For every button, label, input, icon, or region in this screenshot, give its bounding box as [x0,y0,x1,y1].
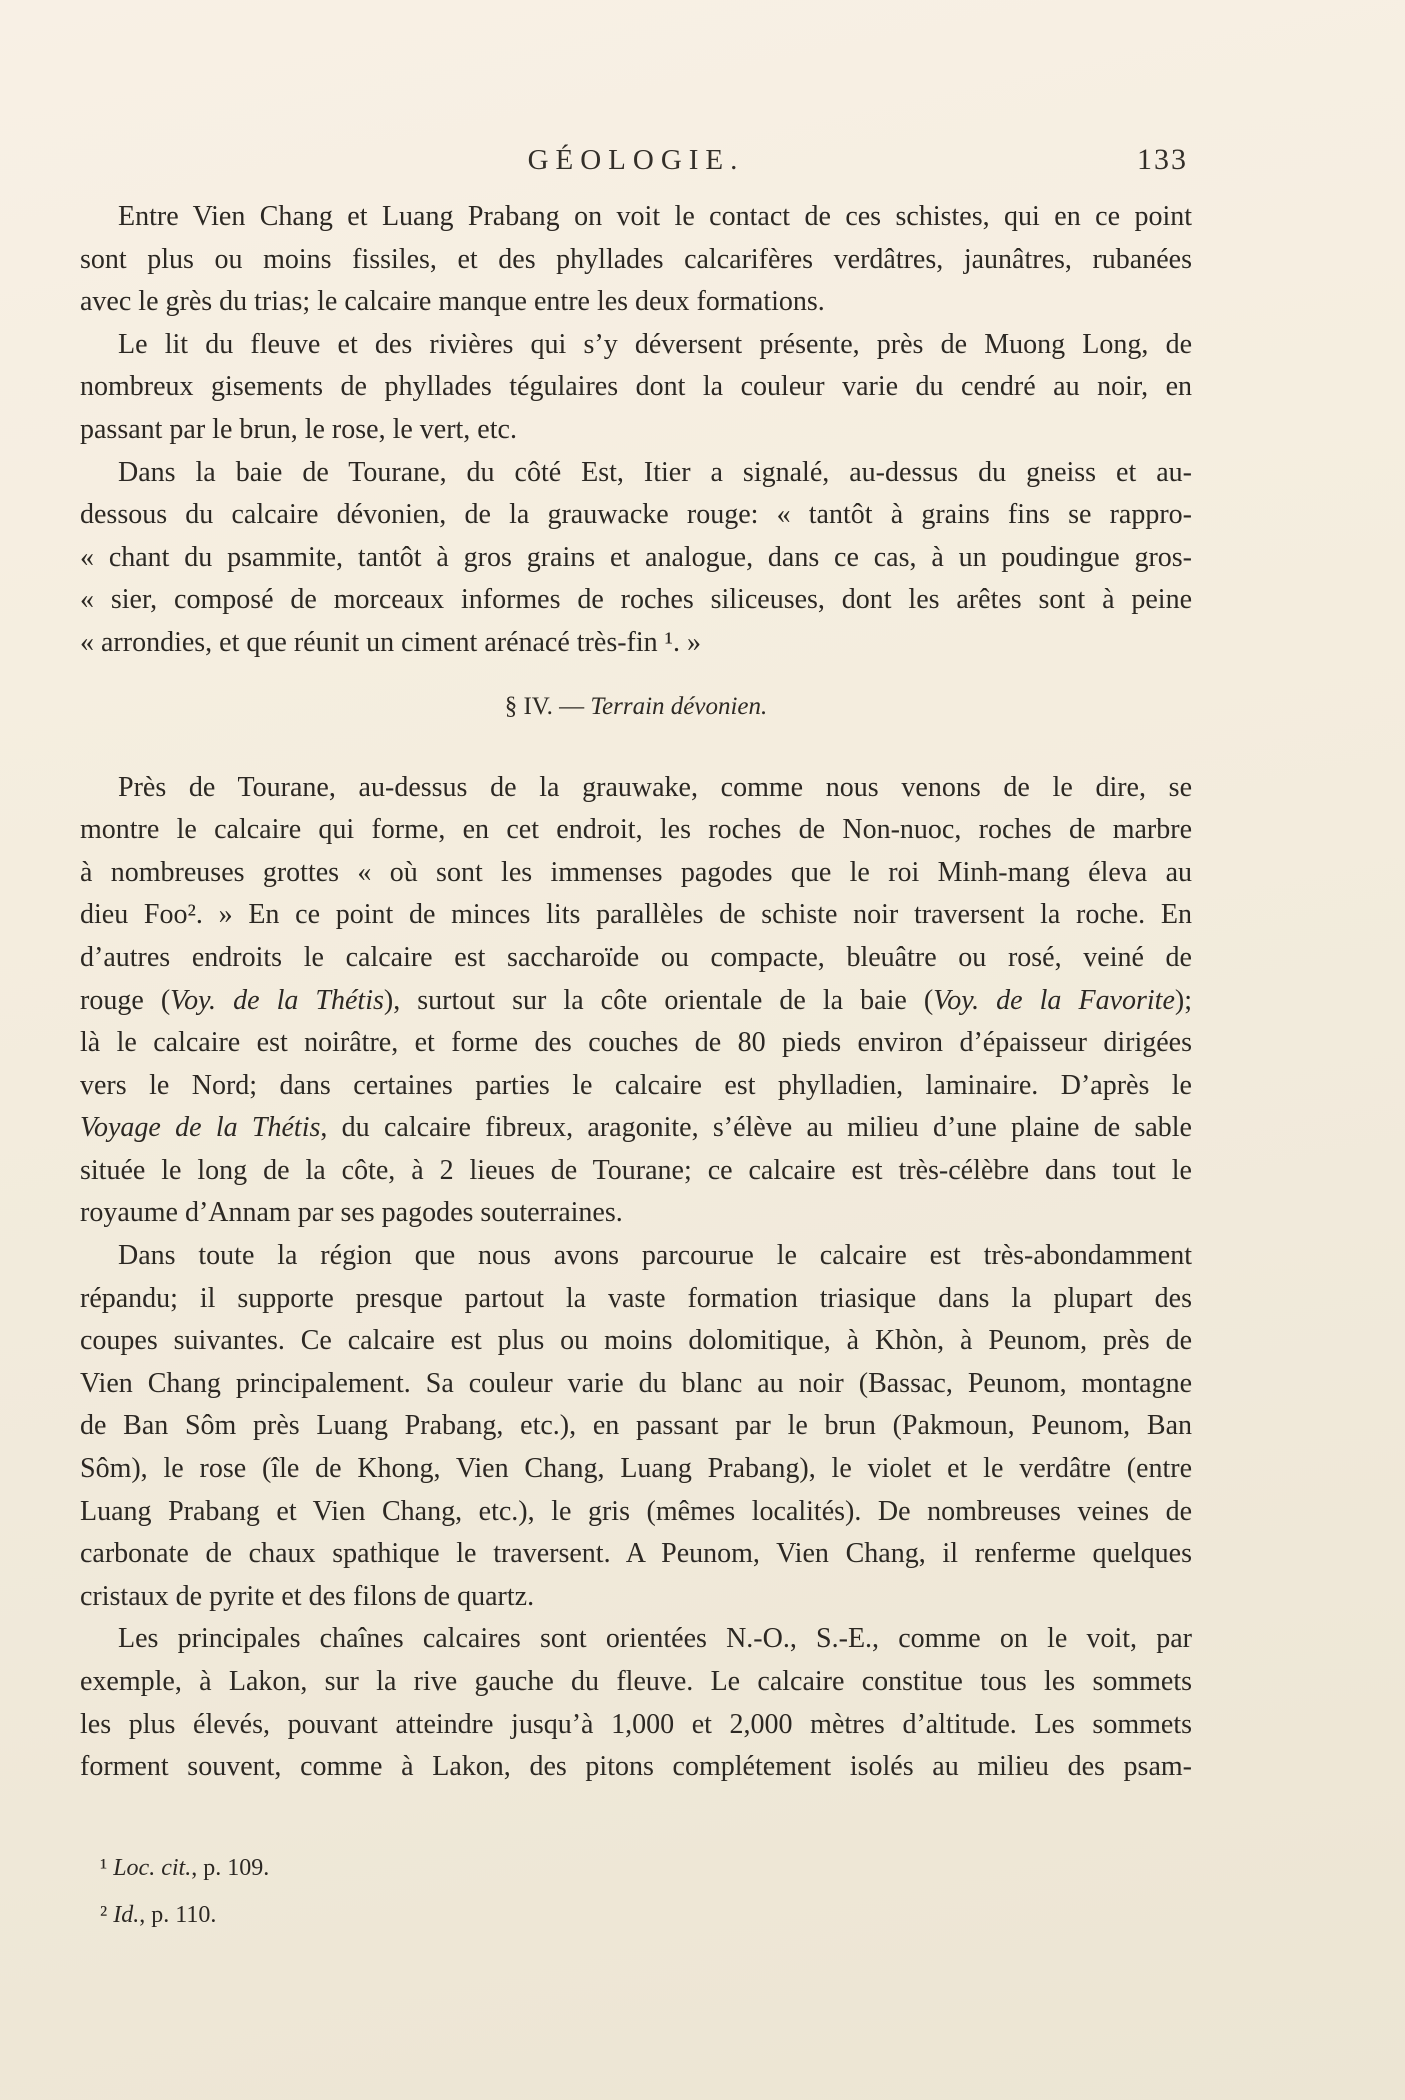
italic-text-run: Loc. cit. [113,1854,192,1881]
text-line [100,1845,1192,1892]
text-run: vers le Nord; dans certaines parties le calcaire est phylladien, laminaire. D’après le [80,1069,1192,1101]
text-run: « chant du psammite, tantôt à gros grains et analogue, dans ce cas, à un poudingue gros- [80,541,1192,573]
text-line [80,1278,1192,1321]
text-line [80,1065,1192,1108]
text-line [80,1320,1192,1363]
text-run: dessous du calcaire dévonien, de la grauwacke rouge: « tantôt à grains fins se rappro- [80,499,1192,531]
text-run: Les principales chaînes calcaires sont orientées N.-O., S.-E., comme on le voit, par [118,1623,1192,1655]
text-line [80,1618,1192,1661]
section-heading-title: Terrain dévonien. [590,692,768,720]
paragraph-5 [80,1235,1192,1618]
text-run: , p. 110. [139,1901,217,1928]
text-run: là le calcaire est noirâtre, et forme des couches de 80 pieds environ d’épaisseur dirigées [80,1027,1192,1059]
text-run: avec le grès du trias; le calcaire manque entre les deux formations. [80,286,825,318]
italic-text-run: Voy. de la Favorite [933,984,1175,1016]
text-run: Vien Chang principalement. Sa couleur varie du blanc au noir (Bassac, Peunom, montagne [80,1367,1192,1399]
text-run: royaume d’Annam par ses pagodes souterraines. [80,1197,623,1229]
text-line [80,324,1192,367]
paragraph-2 [80,324,1192,452]
text-line [80,1448,1192,1491]
text-run: « sier, composé de morceaux informes de roches siliceuses, dont les arêtes sont à peine [80,584,1192,616]
page-content [80,142,1192,1939]
text-run: passant par le brun, le rose, le vert, etc. [80,413,517,445]
text-line [80,1704,1192,1747]
footnotes [80,1845,1192,1939]
text-line [80,937,1192,980]
text-run: Dans toute la région que nous avons parcourue le calcaire est très-abondamment [118,1240,1192,1272]
text-run: cristaux de pyrite et des filons de quartz. [80,1580,535,1612]
text-line [80,366,1192,409]
text-run: située le long de la côte, à 2 lieues de Tourane; ce calcaire est très-célèbre dans tout le [80,1154,1192,1186]
text-line [80,1107,1192,1150]
section-heading-number: § IV. — [504,692,591,720]
text-line [80,1405,1192,1448]
text-line [80,767,1192,810]
text-line [80,537,1192,580]
text-run: les plus élevés, pouvant atteindre jusqu’à 1,000 et 2,000 mètres d’altitude. Les sommets [80,1708,1192,1740]
text-line [80,980,1192,1023]
italic-text-run: Voy. de la Thétis [170,984,384,1016]
text-line [100,1892,1192,1939]
text-line [80,494,1192,537]
text-line [80,1661,1192,1704]
italic-text-run: Voyage de la Thétis [80,1112,321,1144]
text-run: Luang Prabang et Vien Chang, etc.), le gris (mêmes localités). De nombreuses veines de [80,1495,1192,1527]
text-run: , p. 109. [191,1854,270,1881]
paragraph-4 [80,767,1192,1236]
text-run: nombreux gisements de phyllades tégulaires dont la couleur varie du cendré au noir, en [80,371,1192,403]
text-line [80,196,1192,239]
text-run: de Ban Sôm près Luang Prabang, etc.), en passant par le brun (Pakmoun, Peunom, Ban [80,1410,1192,1442]
text-line [80,1746,1192,1789]
text-run: ² [100,1901,114,1928]
text-run: coupes suivantes. Ce calcaire est plus ou moins dolomitique, à Khòn, à Peunom, près de [80,1325,1192,1357]
text-line [80,239,1192,282]
text-run: forment souvent, comme à Lakon, des pitons complétement isolés au milieu des psam- [80,1751,1192,1783]
text-line [80,852,1192,895]
text-run: « arrondies, et que réunit un ciment arénacé très-fin ¹. » [80,626,702,658]
text-line [80,622,1192,665]
page-number: 133 [1137,143,1188,176]
text-run: ), surtout sur la côte orientale de la baie ( [383,984,934,1016]
text-line [80,1533,1192,1576]
text-line [80,1192,1192,1235]
running-header-title: GÉOLOGIE. [527,144,745,176]
text-run: , du calcaire fibreux, aragonite, s’élève au milieu d’une plaine de sable [320,1112,1192,1144]
text-run: répandu; il supporte presque partout la vaste formation triasique dans la plupart des [80,1282,1192,1314]
text-run: à nombreuses grottes « où sont les immenses pagodes que le roi Minh-mang éleva au [80,856,1192,888]
text-line [80,409,1192,452]
text-run: montre le calcaire qui forme, en cet endroit, les roches de Non-nuoc, roches de marbre [80,814,1192,846]
text-run: ¹ [100,1854,114,1881]
text-run: sont plus ou moins fissiles, et des phyllades calcarifères verdâtres, jaunâtres, rubanées [80,243,1192,275]
text-run: Le lit du fleuve et des rivières qui s’y déversent présente, près de Muong Long, de [118,328,1192,360]
text-run: dieu Foo². » En ce point de minces lits parallèles de schiste noir traversent la roche. En [80,899,1192,931]
text-line [80,452,1192,495]
text-run: d’autres endroits le calcaire est saccharoïde ou compacte, bleuâtre ou rosé, veiné de [80,941,1192,973]
text-run: Près de Tourane, au-dessus de la grauwake, comme nous venons de le dire, se [118,771,1192,803]
running-header [80,142,1192,178]
text-run: exemple, à Lakon, sur la rive gauche du fleuve. Le calcaire constitue tous les sommets [80,1666,1192,1697]
text-line [80,1235,1192,1278]
text-run: Dans la baie de Tourane, du côté Est, Itier a signalé, au-dessus du gneiss et au- [118,456,1192,488]
text-run: ); [1174,984,1192,1016]
text-line [80,1363,1192,1406]
text-line [80,281,1192,324]
italic-text-run: Id. [113,1901,140,1928]
text-run: Entre Vien Chang et Luang Prabang on voit le contact de ces schistes, qui en ce point [118,201,1192,232]
text-line [80,809,1192,852]
text-line [80,1491,1192,1534]
section-heading [80,691,1192,723]
text-run: rouge ( [80,984,171,1016]
text-line [80,1022,1192,1065]
text-run: carbonate de chaux spathique le traversent. A Peunom, Vien Chang, il renferme quelques [80,1538,1192,1570]
paragraph-6 [80,1618,1192,1788]
paragraph-1 [80,196,1192,324]
text-line [80,894,1192,937]
text-line [80,579,1192,622]
text-line [80,1150,1192,1193]
paragraph-3 [80,452,1192,665]
text-run: Sôm), le rose (île de Khong, Vien Chang, Luang Prabang), le violet et le verdâtre (entre [80,1453,1192,1485]
text-line [80,1576,1192,1619]
